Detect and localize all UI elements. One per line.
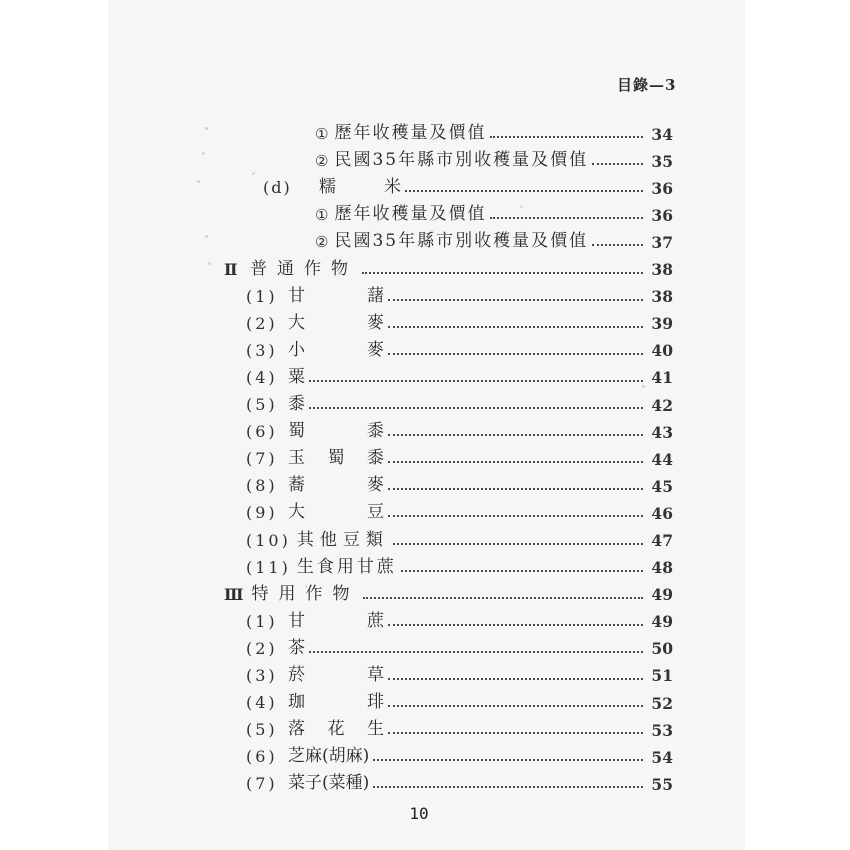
toc-row-marker: (5) (246, 395, 278, 415)
toc-row (224, 145, 673, 172)
toc-row-marker: (1) (246, 611, 278, 631)
toc-row-title (288, 285, 384, 306)
toc-row-marker: (7) (246, 449, 278, 469)
dot-leader (405, 190, 643, 192)
toc-page-number: 45 (651, 476, 673, 496)
toc-row (224, 660, 673, 687)
dot-leader (388, 624, 643, 626)
toc-row-title: 粟 (288, 366, 305, 387)
toc-page-number: 47 (651, 531, 673, 550)
toc-row-title (288, 721, 384, 738)
dot-leader (388, 488, 643, 490)
toc-page-number: 52 (651, 693, 673, 713)
toc-row (224, 606, 673, 633)
toc-row-title (288, 423, 384, 440)
toc-row-title: 特用作物 (251, 583, 360, 604)
toc-row-marker: (6) (246, 747, 278, 767)
toc-page-number: 40 (651, 341, 673, 361)
dot-leader (388, 299, 643, 301)
toc-page-number: 38 (651, 287, 673, 307)
title-char: 蜀 (327, 448, 345, 469)
toc-page-number: 35 (651, 151, 673, 171)
title-char: 黍 (367, 421, 384, 442)
dot-leader (388, 353, 643, 355)
toc-row (224, 524, 673, 551)
toc-row-title: 茶 (288, 637, 305, 658)
title-char: 琲 (367, 692, 384, 713)
toc-row (224, 768, 673, 795)
toc-row (224, 253, 673, 280)
title-char: 珈 (288, 692, 305, 713)
toc-page-number: 42 (651, 395, 673, 415)
toc-row-marker: (11) (246, 557, 291, 577)
dot-leader (401, 570, 643, 572)
toc-row-marker: (3) (246, 665, 278, 685)
title-char: 麥 (367, 475, 384, 496)
title-char: 菸 (288, 664, 305, 685)
page-header: 目錄—3 (617, 76, 677, 94)
toc-row (224, 741, 673, 768)
dot-leader (490, 136, 643, 138)
toc-row (224, 470, 673, 497)
dot-leader (309, 380, 643, 382)
title-char: 豆 (367, 502, 384, 523)
toc-row (224, 389, 673, 416)
toc-row-title: 歷年收穫量及價值 (334, 204, 487, 225)
toc-row-marker: ① (315, 206, 329, 225)
dot-leader (388, 678, 643, 680)
toc-page-number: 39 (651, 314, 673, 334)
scan-specks (0, 0, 3, 3)
dot-leader (388, 461, 643, 463)
dot-leader (362, 272, 643, 274)
toc-row (224, 308, 673, 335)
toc-row (224, 118, 673, 145)
title-char: 花 (327, 719, 345, 740)
toc-row-title (288, 339, 384, 360)
dot-leader (592, 163, 643, 165)
toc-row (224, 362, 673, 389)
toc-page-number: 46 (651, 503, 673, 523)
toc-row-title: 生食用甘蔗 (296, 556, 397, 577)
title-char: 米 (384, 177, 401, 198)
dot-leader (393, 543, 643, 545)
toc-page-number: 41 (651, 368, 673, 388)
toc-row (224, 416, 673, 443)
toc-row-title (288, 450, 384, 467)
toc-page-number: 54 (651, 747, 673, 767)
title-char: 小 (288, 339, 305, 360)
toc-page-number: 49 (651, 585, 673, 605)
toc-row-marker: (9) (246, 503, 278, 523)
toc-row-marker: (7) (246, 774, 278, 794)
toc-row-title: 民國35年縣市別收穫量及價值 (334, 150, 589, 171)
toc-page-number: 55 (651, 774, 673, 794)
toc-page-number: 37 (651, 232, 673, 252)
title-char: 甘 (288, 285, 305, 306)
title-char: 甘 (288, 610, 305, 631)
toc-page-number: 44 (651, 449, 673, 469)
toc-row-marker: (4) (246, 693, 278, 713)
toc-row-marker: (10) (246, 530, 291, 550)
toc-row-marker: (2) (246, 638, 278, 658)
title-char: 大 (288, 502, 305, 523)
toc-row (224, 714, 673, 741)
dot-leader (388, 515, 643, 517)
toc-row-marker: (d) (263, 178, 292, 198)
toc-row-title: 民國35年縣市別收穫量及價值 (334, 231, 589, 252)
title-char: 黍 (367, 448, 384, 469)
toc-row-marker: ② (315, 152, 329, 171)
toc-row-title (288, 477, 384, 494)
toc-row-title: 黍 (288, 394, 305, 415)
toc-row-marker: (2) (246, 313, 278, 333)
toc-row (224, 687, 673, 714)
title-char: 藷 (367, 285, 384, 306)
dot-leader (373, 786, 643, 788)
toc-row-title (288, 610, 384, 631)
toc-row (224, 226, 673, 253)
toc-page-number: 50 (651, 639, 673, 659)
toc-row-title: 菜子(菜種) (288, 773, 370, 794)
toc-page-number: 51 (651, 666, 673, 686)
toc-row (224, 497, 673, 524)
toc-row (224, 443, 673, 470)
dot-leader (388, 732, 643, 734)
toc-row-title: 其他豆類 (296, 529, 389, 550)
toc-row (224, 199, 673, 226)
title-char: 草 (367, 664, 384, 685)
dot-leader (309, 651, 643, 653)
dot-leader (373, 759, 643, 761)
toc-row (224, 281, 673, 308)
toc-row-marker: Ⅲ (224, 584, 244, 604)
toc-page-number: 36 (651, 178, 673, 198)
toc-row-title (288, 694, 384, 711)
title-char: 麥 (367, 312, 384, 333)
dot-leader (490, 217, 643, 219)
toc-list (224, 118, 673, 795)
toc-row (224, 172, 673, 199)
toc-row-title: 芝麻(胡麻) (288, 746, 370, 767)
toc-row-marker: (3) (246, 340, 278, 360)
toc-row-marker: (4) (246, 367, 278, 387)
dot-leader (309, 407, 643, 409)
toc-row-marker: Ⅱ (224, 259, 238, 279)
dot-leader (592, 244, 643, 246)
toc-page-number: 53 (651, 720, 673, 740)
toc-row (224, 552, 673, 579)
title-char: 蜀 (288, 421, 305, 442)
dot-leader (363, 597, 643, 599)
toc-row-title: 普通作物 (250, 258, 358, 279)
toc-page-number: 36 (651, 205, 673, 225)
footer-page-number: 10 (409, 804, 429, 823)
toc-page-number: 48 (651, 558, 673, 578)
toc-row-marker: (8) (246, 476, 278, 496)
toc-row (224, 633, 673, 660)
dot-leader (388, 434, 643, 436)
toc-page-number: 43 (651, 422, 673, 442)
title-char: 蕎 (288, 475, 305, 496)
toc-row-title (319, 179, 401, 196)
toc-page-number: 49 (651, 612, 673, 632)
title-char: 糯 (319, 177, 336, 198)
toc-row-title (288, 312, 384, 333)
toc-row-marker: (6) (246, 422, 278, 442)
title-char: 玉 (288, 448, 305, 469)
toc-row-marker: (5) (246, 720, 278, 740)
toc-row-title: 歷年收穫量及價值 (334, 123, 487, 144)
dot-leader (388, 326, 643, 328)
toc-row-title (288, 664, 384, 685)
toc-row-marker: (1) (246, 286, 278, 306)
toc-row-marker: ② (315, 233, 329, 252)
toc-row (224, 335, 673, 362)
toc-row-title (288, 504, 384, 521)
toc-row-marker: ① (315, 125, 329, 144)
title-char: 落 (288, 719, 305, 740)
toc-page-number: 38 (651, 260, 673, 280)
dot-leader (388, 705, 643, 707)
title-char: 生 (367, 719, 384, 740)
title-char: 麥 (367, 339, 384, 360)
toc-row (224, 579, 673, 606)
title-char: 蔗 (367, 610, 384, 631)
title-char: 大 (288, 312, 305, 333)
toc-page-number: 34 (651, 124, 673, 144)
